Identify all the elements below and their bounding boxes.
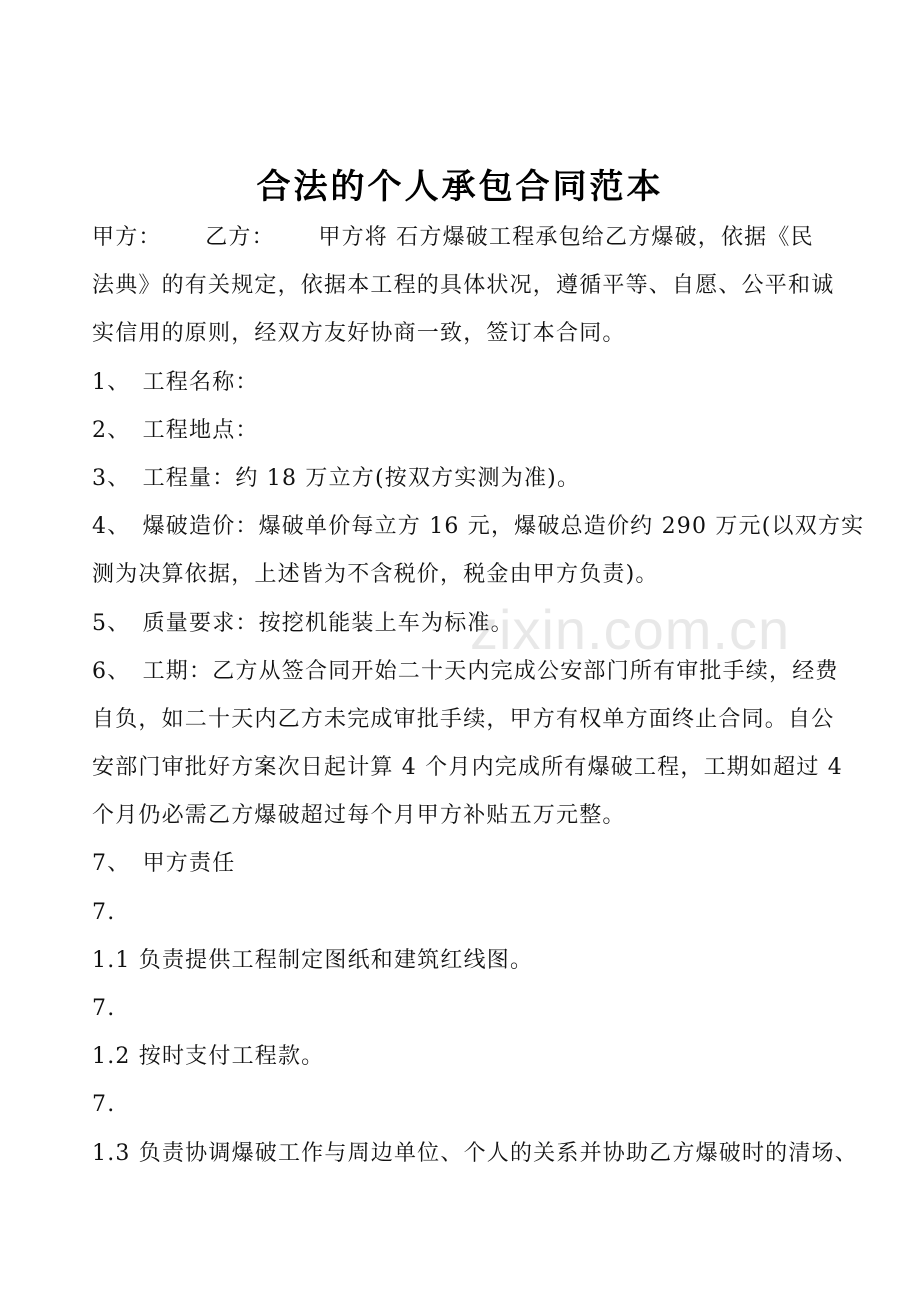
text-line: 1.2 按时支付工程款。 [92,1044,325,1070]
clause-2-project-location: 2、 工程地点： [92,417,259,443]
clause-7-party-a-duties: 7、 甲方责任 [92,851,236,877]
text-line: 1.1 负责提供工程制定图纸和建筑红线图。 [92,947,534,973]
text-line: 7. [92,1092,116,1118]
text-line: 测为决算依据，上述皆为不含税价，税金由甲方负责)。 [92,562,659,588]
text-line: 7. [92,996,116,1021]
text-line: 1.3 负责协调爆破工作与周边单位、个人的关系并协助乙方爆破时的清场、 [92,1140,858,1166]
clause-3-quantity: 3、 工程量：约 18 万立方(按双方实测为准)。 [92,465,581,491]
text-line: 安部门审批好方案次日起计算 4 个月内完成所有爆破工程，工期如超过 4 [92,755,843,781]
watermark: zixin.com.cn [470,598,791,661]
clause-5-quality: 5、 质量要求：按挖机能装上车为标准。 [92,610,514,636]
document-title: 合法的个人承包合同范本 [256,167,664,207]
text-line: 7. [92,899,116,925]
text-line: 自负，如二十天内乙方未完成审批手续，甲方有权单方面终止合同。自公 [92,706,835,732]
clause-6-schedule: 6、 工期：乙方从签合同开始二十天内完成公安部门所有审批手续，经费 [92,658,839,684]
clause-1-project-name: 1、 工程名称： [92,369,259,395]
document-body [92,214,865,1178]
text-line: 法典》的有关规定，依据本工程的具体状况，遵循平等、自愿、公平和诚 [92,273,835,299]
text-line: 甲方： 乙方： 甲方将 石方爆破工程承包给乙方爆破，依据《民 [92,225,814,250]
clause-4-price: 4、 爆破造价：爆破单价每立方 16 元，爆破总造价约 290 万元(以双方实 [92,514,865,540]
text-line: 个月仍必需乙方爆破超过每个月甲方补贴五万元整。 [92,803,626,829]
text-line: 实信用的原则，经双方友好协商一致，签订本合同。 [92,321,626,347]
